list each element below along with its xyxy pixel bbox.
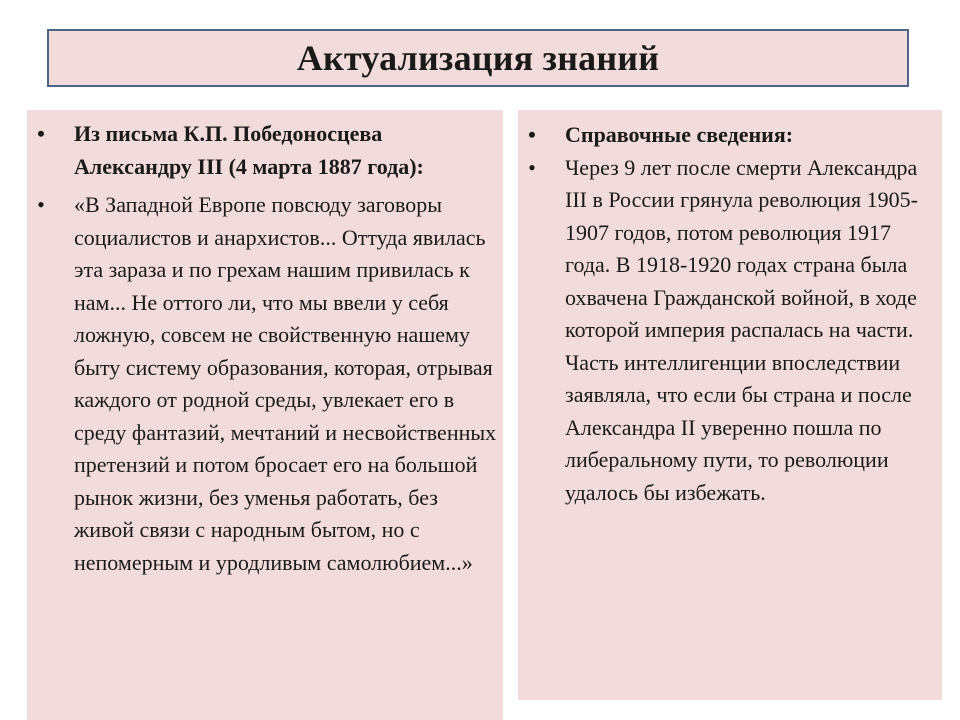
left-bullet-list [27, 110, 503, 579]
right-bullet-item-heading [520, 119, 936, 152]
right-reference-text: Через 9 лет после смерти Александра III в России грянула революция 1905-1907 годов, потом революция 1917 года. В 1918-1920 годах страна была охвачена Гражданской войной, в ходе которой империя распалась на части. Часть интеллигенции впоследствии заявляла, что если бы страна и после Александра II уверенно пошла по либеральному пути, то революции удалось бы избежать. [565, 154, 918, 505]
slide-title: Актуализация знаний [296, 38, 660, 78]
left-bullet-item-quote [29, 189, 497, 579]
right-reference-heading: Справочные сведения: [565, 122, 794, 147]
title-box [47, 29, 909, 87]
bullet-icon: • [37, 121, 45, 146]
bullet-icon: • [528, 154, 536, 180]
right-bullet-list [518, 110, 942, 509]
right-bullet-item-body [520, 152, 936, 510]
left-quote-text: «В Западной Европе повсюду заговоры социалистов и анархистов... Оттуда явилась эта зараза и по грехам нашим привилась к нам... Не оттого ли, что мы ввели у себя ложную, совсем не свойственную нашему быту систему образования, которая, отрывая каждого от родной среды, увлекает его в среду фантазий, мечтаний и несвойственных претензий и потом бросает его на большой рынок жизни, без уменья работать, без живой связи с народным бытом, но с непомерным и уродливым самолюбием...» [74, 192, 497, 575]
right-panel [518, 110, 942, 700]
left-source-heading: Из письма К.П. Победоносцева Александру III (4 марта 1887 года): [74, 121, 424, 179]
left-bullet-item-source [29, 118, 497, 183]
bullet-icon: • [37, 192, 45, 217]
left-panel [27, 110, 503, 720]
bullet-icon: • [528, 122, 536, 147]
